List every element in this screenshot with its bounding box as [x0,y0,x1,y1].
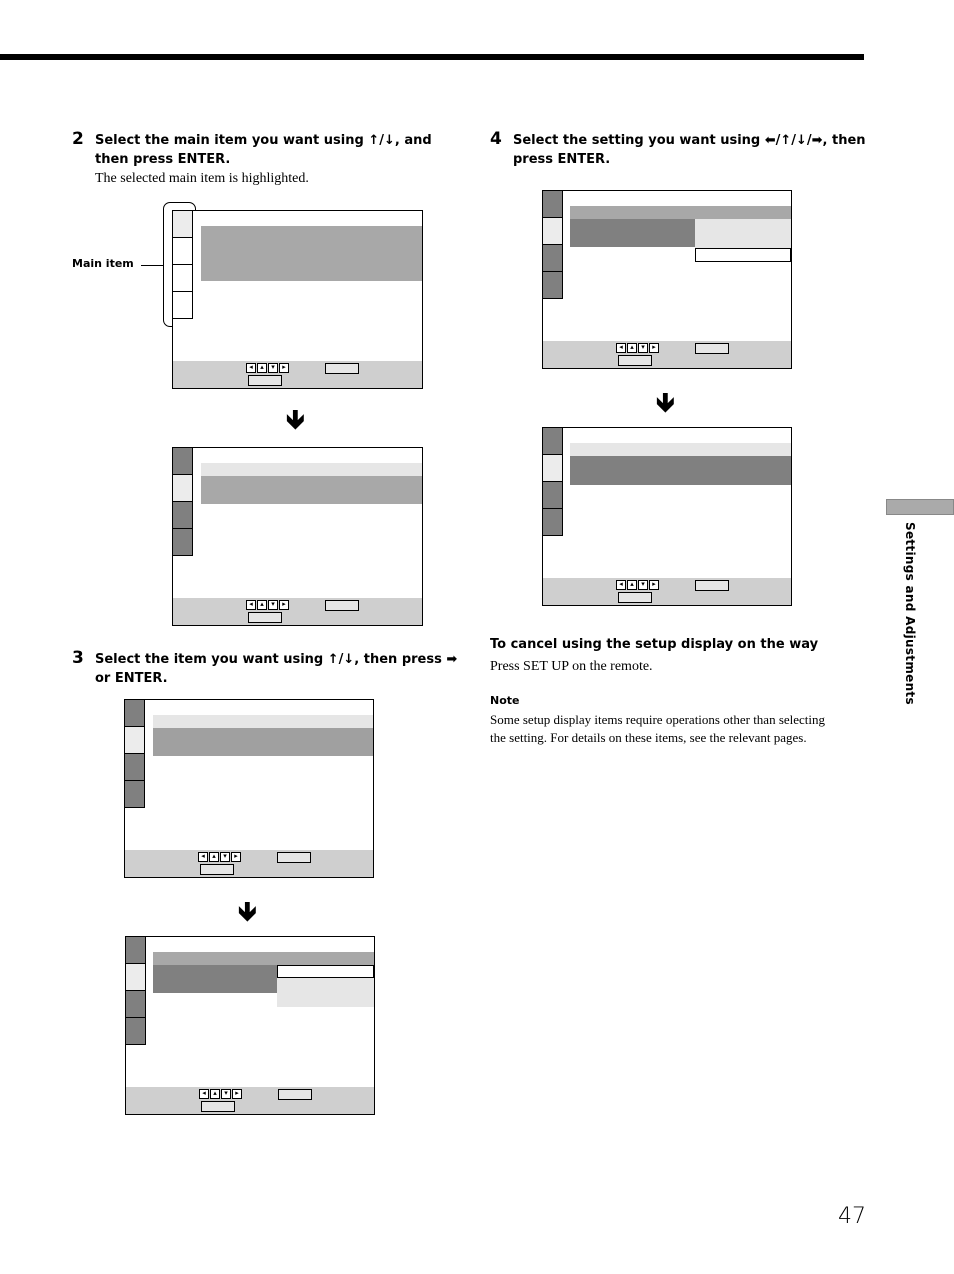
control-bar [543,578,791,605]
setup-screen [172,447,423,626]
arrow-down-icon: 🡻 [286,404,305,434]
step-instruction: Select the item you want using ↑/↓, then press ➡ or ENTER. [95,652,458,686]
control-button[interactable] [248,612,282,623]
main-item-tab[interactable] [173,475,193,502]
control-bar [173,361,422,388]
main-item-tab[interactable] [543,509,563,536]
main-item-tab[interactable] [543,218,563,245]
step-number: 3 [72,648,84,668]
header-strip [570,443,791,456]
arrow-controls: ◂ ▴ ▾ ▸ [616,343,660,353]
step-instruction: Select the setting you want using ⬅/↑/↓/➡, then press ENTER. [513,133,866,167]
main-item-tab[interactable] [173,292,193,319]
setup-screen [542,190,792,369]
control-bar [173,598,422,625]
highlight-block [201,226,422,281]
main-item-tab[interactable] [543,455,563,482]
cancel-body: Press SET UP on the remote. [490,659,653,674]
control-button[interactable] [695,343,729,354]
setup-screen [124,699,374,878]
arrow-down-icon: 🡻 [238,896,257,926]
section-tab [886,499,954,515]
main-item-tab[interactable] [173,502,193,529]
step-instruction: Select the main item you want using ↑/↓, and then press ENTER. [95,133,432,167]
arrow-controls: ◂ ▴ ▾ ▸ [198,852,242,862]
control-button[interactable] [248,375,282,386]
main-item-column [173,211,193,319]
control-button[interactable] [695,580,729,591]
step-number: 4 [490,129,502,149]
control-button[interactable] [325,600,359,611]
main-item-tab[interactable] [173,529,193,556]
main-item-tab[interactable] [173,265,193,292]
main-item-tab[interactable] [543,482,563,509]
main-item-tab[interactable] [126,937,146,964]
header-strip [153,715,373,728]
header-strip [570,206,791,219]
main-item-tab[interactable] [543,245,563,272]
arrow-controls: ◂ ▴ ▾ ▸ [616,580,660,590]
main-item-column [543,191,563,299]
main-item-tab[interactable] [125,754,145,781]
settings-list [695,219,791,248]
control-button[interactable] [278,1089,312,1100]
main-item-label: Main item [72,257,134,270]
main-item-tab[interactable] [173,238,193,265]
arrow-controls: ◂ ▴ ▾ ▸ [199,1089,243,1099]
control-button[interactable] [277,852,311,863]
top-rule [0,54,864,60]
setup-screen [542,427,792,606]
control-button[interactable] [201,1101,235,1112]
note-heading: Note [490,694,520,707]
main-item-tab[interactable] [543,191,563,218]
header-strip [201,463,422,476]
control-button[interactable] [618,355,652,366]
arrow-down-icon: 🡻 [656,387,675,417]
arrow-controls: ◂ ▴ ▾ ▸ [246,600,290,610]
main-item-tab[interactable] [125,700,145,727]
highlight-block [153,728,373,756]
section-label: Settings and Adjustments [903,522,917,705]
setting-option[interactable] [277,965,374,978]
main-item-column [543,428,563,536]
selected-item-block [570,219,695,247]
highlight-block [570,456,791,485]
settings-list [277,978,374,1007]
control-bar [125,850,373,877]
step-number: 2 [72,129,84,149]
cancel-heading: To cancel using the setup display on the way [490,637,819,652]
page-number: 47 [838,1204,866,1229]
control-button[interactable] [325,363,359,374]
main-item-tab[interactable] [125,781,145,808]
setup-screen [172,210,423,389]
main-item-tab[interactable] [173,448,193,475]
control-button[interactable] [618,592,652,603]
control-bar [126,1087,374,1114]
main-item-column [173,448,193,556]
note-body: Some setup display items require operations other than selecting the setting. For details on these items, see the relevant pages. [490,712,826,745]
setting-option[interactable] [695,248,791,262]
main-item-column [126,937,146,1045]
main-item-column [125,700,145,808]
setup-screen [125,936,375,1115]
highlight-block [201,476,422,504]
main-item-tab[interactable] [126,964,146,991]
main-item-tab[interactable] [126,1018,146,1045]
selected-item-block [153,965,277,993]
control-bar [543,341,791,368]
callout-line [141,265,163,266]
arrow-controls: ◂ ▴ ▾ ▸ [246,363,290,373]
control-button[interactable] [200,864,234,875]
main-item-tab[interactable] [173,211,193,238]
main-item-tab[interactable] [126,991,146,1018]
main-item-tab[interactable] [543,272,563,299]
main-item-tab[interactable] [543,428,563,455]
main-item-tab[interactable] [125,727,145,754]
step-note: The selected main item is highlighted. [95,171,309,186]
header-strip [153,952,374,965]
